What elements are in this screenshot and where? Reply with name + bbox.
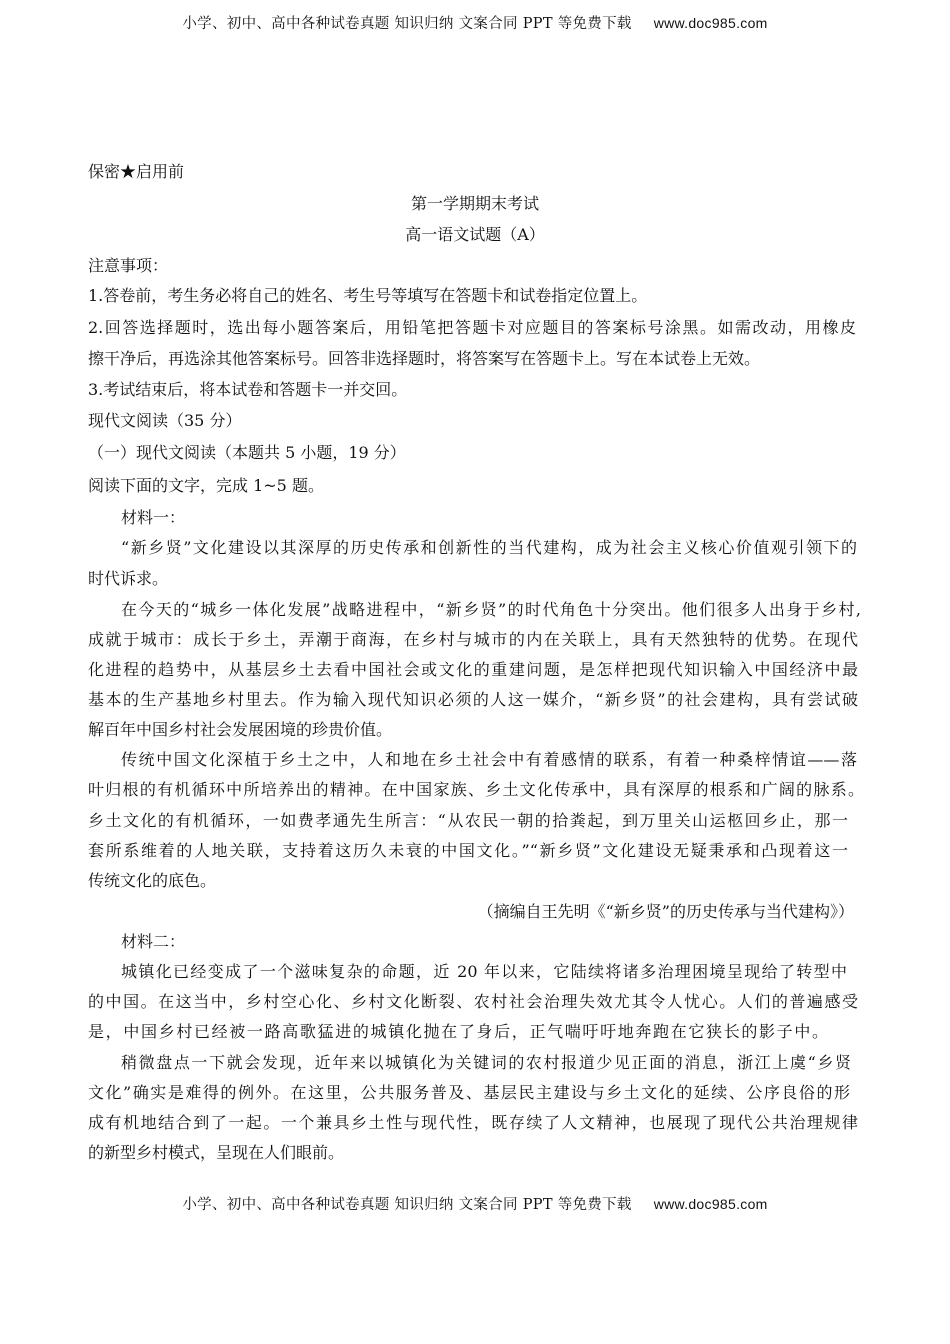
material2-line: 的新型乡村模式，呈现在人们眼前。	[88, 1143, 345, 1162]
exam-title: 第一学期期末考试	[410, 194, 539, 213]
material2-label: 材料二：	[121, 932, 186, 951]
material2-line: 成有机地结合到了一起。一个兼具乡土性与现代性，既存续了人文精神，也展现了现代公共治理规律	[88, 1113, 858, 1132]
material1-line: “新乡贤”文化建设以其深厚的历史传承和创新性的当代建构，成为社会主义核心价值观引领下的	[121, 538, 857, 557]
notes-heading: 注意事项：	[88, 256, 169, 275]
material2-line: 文化”确实是难得的例外。在这里，公共服务普及、基层民主建设与乡土文化的延续、公序良俗的形	[88, 1083, 850, 1102]
material1-line: 传统文化的底色。	[88, 871, 217, 890]
exam-subtitle: 高一语文试题（A）	[405, 225, 545, 244]
material1-line: 解百年中国乡村社会发展困境的珍贵价值。	[88, 720, 393, 739]
material1-line: 成就于城市：成长于乡土，弄潮于商海，在乡村与城市的内在关联上，具有天然独特的优势。在现代	[88, 630, 858, 649]
section-subtitle: （一）现代文阅读（本题共 5 小题，19 分）	[88, 443, 406, 462]
note-line: 擦干净后，再选涂其他答案标号。回答非选择题时，将答案写在答题卡上。写在本试卷上无效。	[88, 349, 761, 368]
material1-line: 在今天的“城乡一体化发展”战略进程中，“新乡贤”的时代角色十分突出。他们很多人出身于乡村,	[121, 600, 861, 619]
material1-line: 叶归根的有机循环中所培养出的精神。在中国家族、乡土文化传承中，具有深厚的根系和广阔的脉系。	[88, 780, 864, 799]
section-instruction: 阅读下面的文字，完成 1~5 题。	[88, 476, 324, 495]
confidential-mark: 保密★启用前	[88, 162, 185, 181]
page-footer	[0, 1193, 950, 1214]
footer-site: www.doc985.com	[653, 1196, 768, 1212]
material2-line: 稍微盘点一下就会发现，近年来以城镇化为关键词的农村报道少见正面的消息，浙江上虞“乡贤	[121, 1053, 851, 1072]
material2-line: 是，中国乡村已经被一路高歌猛进的城镇化抛在了身后，正气喘吁吁地奔跑在它狭长的影子中。	[88, 1022, 828, 1041]
page-header	[0, 12, 950, 33]
material1-line: 时代诉求。	[88, 569, 169, 588]
material1-line: 传统中国文化深植于乡土之中，人和地在乡土社会中有着感情的联系，有着一种桑梓情谊——落	[121, 750, 857, 769]
header-text: 小学、初中、高中各种试卷真题 知识归纳 文案合同 PPT 等免费下载	[182, 16, 632, 32]
section-title: 现代文阅读（35 分）	[88, 411, 242, 430]
note-line: 1.答卷前，考生务必将自己的姓名、考生号等填写在答题卡和试卷指定位置上。	[88, 286, 648, 305]
footer-text: 小学、初中、高中各种试卷真题 知识归纳 文案合同 PPT 等免费下载	[182, 1197, 632, 1213]
note-line: 2.回答选择题时，选出每小题答案后，用铅笔把答题卡对应题目的答案标号涂黑。如需改动，用橡皮	[88, 318, 856, 337]
material1-source: （摘编自王先明《“新乡贤”的历史传承与当代建构》）	[477, 902, 854, 921]
material2-line: 城镇化已经变成了一个滋味复杂的命题，近 20 年以来，它陆续将诸多治理困境呈现给了转型中	[121, 962, 847, 981]
material1-label: 材料一：	[121, 508, 186, 527]
header-site: www.doc985.com	[653, 15, 768, 31]
material1-line: 套所系维着的人地关联，支持着这历久未衰的中国文化。”“新乡贤”文化建设无疑秉承和凸现着这一	[88, 841, 848, 860]
material2-line: 的中国。在这当中，乡村空心化、乡村文化断裂、农村社会治理失效尤其令人忧心。人们的普遍感受	[88, 992, 858, 1011]
material1-line: 基本的生产基地乡村里去。作为输入现代知识必须的人这一媒介，“新乡贤”的社会建构，具有尝试破	[88, 690, 858, 709]
material1-line: 化进程的趋势中，从基层乡土去看中国社会或文化的重建问题，是怎样把现代知识输入中国经济中最	[88, 660, 858, 679]
note-line: 3.考试结束后，将本试卷和答题卡一并交回。	[88, 380, 408, 399]
material1-line: 乡土文化的有机循环，一如费孝通先生所言：“从农民一朝的拾粪起，到万里关山运柩回乡止，那一	[88, 811, 848, 830]
